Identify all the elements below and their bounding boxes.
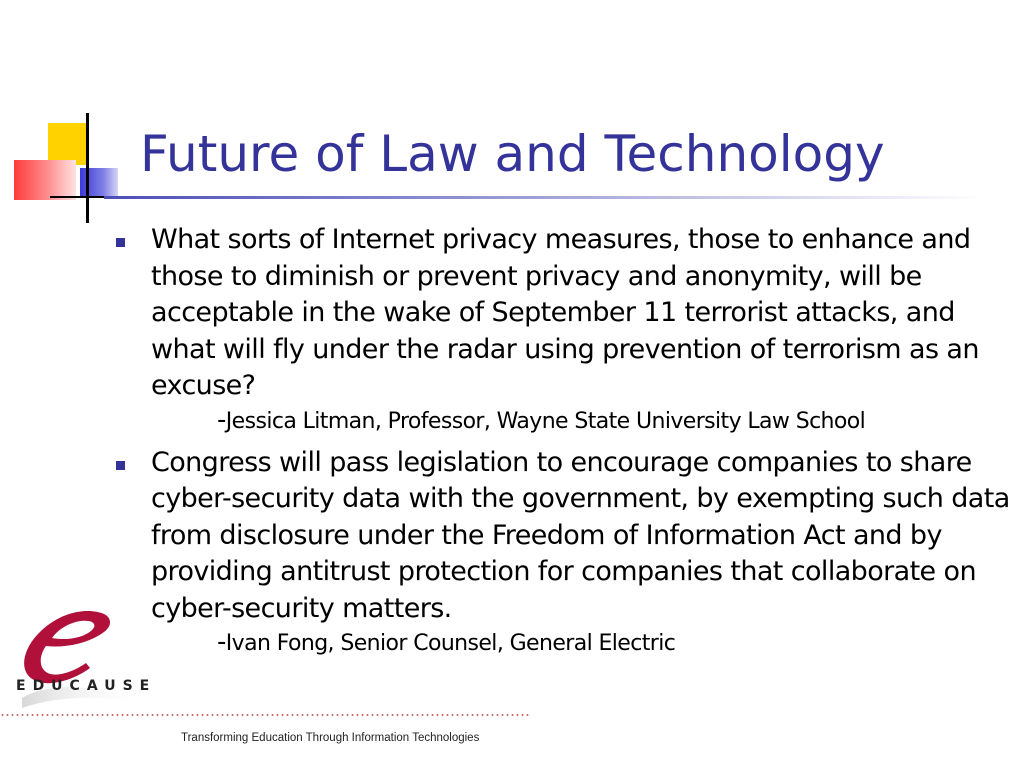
attribution xyxy=(217,627,1016,659)
list-item xyxy=(116,445,1016,660)
footer-dotted-divider xyxy=(0,714,530,716)
footer-tagline: Transforming Education Through Information Technologies xyxy=(181,732,480,744)
title-underline xyxy=(104,196,984,199)
attribution-text: Ivan Fong, Senior Counsel, General Electric xyxy=(225,631,676,656)
attribution-dash: - xyxy=(217,627,226,657)
educause-wordmark: EDUCAUSE xyxy=(16,678,157,694)
list-item xyxy=(116,222,1016,437)
bullet-text: Congress will pass legislation to encourage companies to share cyber-security data with the government, by exempting such data from disclosure under the Freedom of Information Act and by providing antitrust protection for companies that collaborate on cyber-security matters. xyxy=(151,446,1010,624)
decoration-yellow-square xyxy=(48,123,86,165)
bullet-text: What sorts of Internet privacy measures, those to enhance and those to diminish or prevent privacy and anonymity, will be acceptable in the wake of September 11 terrorist attacks, and what will fly under the radar using prevention of terrorism as an excuse? xyxy=(151,224,979,401)
attribution xyxy=(217,405,1016,437)
square-bullet-icon xyxy=(116,461,125,470)
attribution-dash: - xyxy=(217,404,226,435)
bullet-list xyxy=(116,222,1016,663)
slide-title: Future of Law and Technology xyxy=(140,125,885,183)
title-decoration xyxy=(0,0,150,240)
attribution-text: Jessica Litman, Professor, Wayne State University Law School xyxy=(225,408,866,434)
decoration-vertical-line xyxy=(86,113,89,223)
decoration-red-square xyxy=(14,160,76,200)
square-bullet-icon xyxy=(116,238,125,247)
